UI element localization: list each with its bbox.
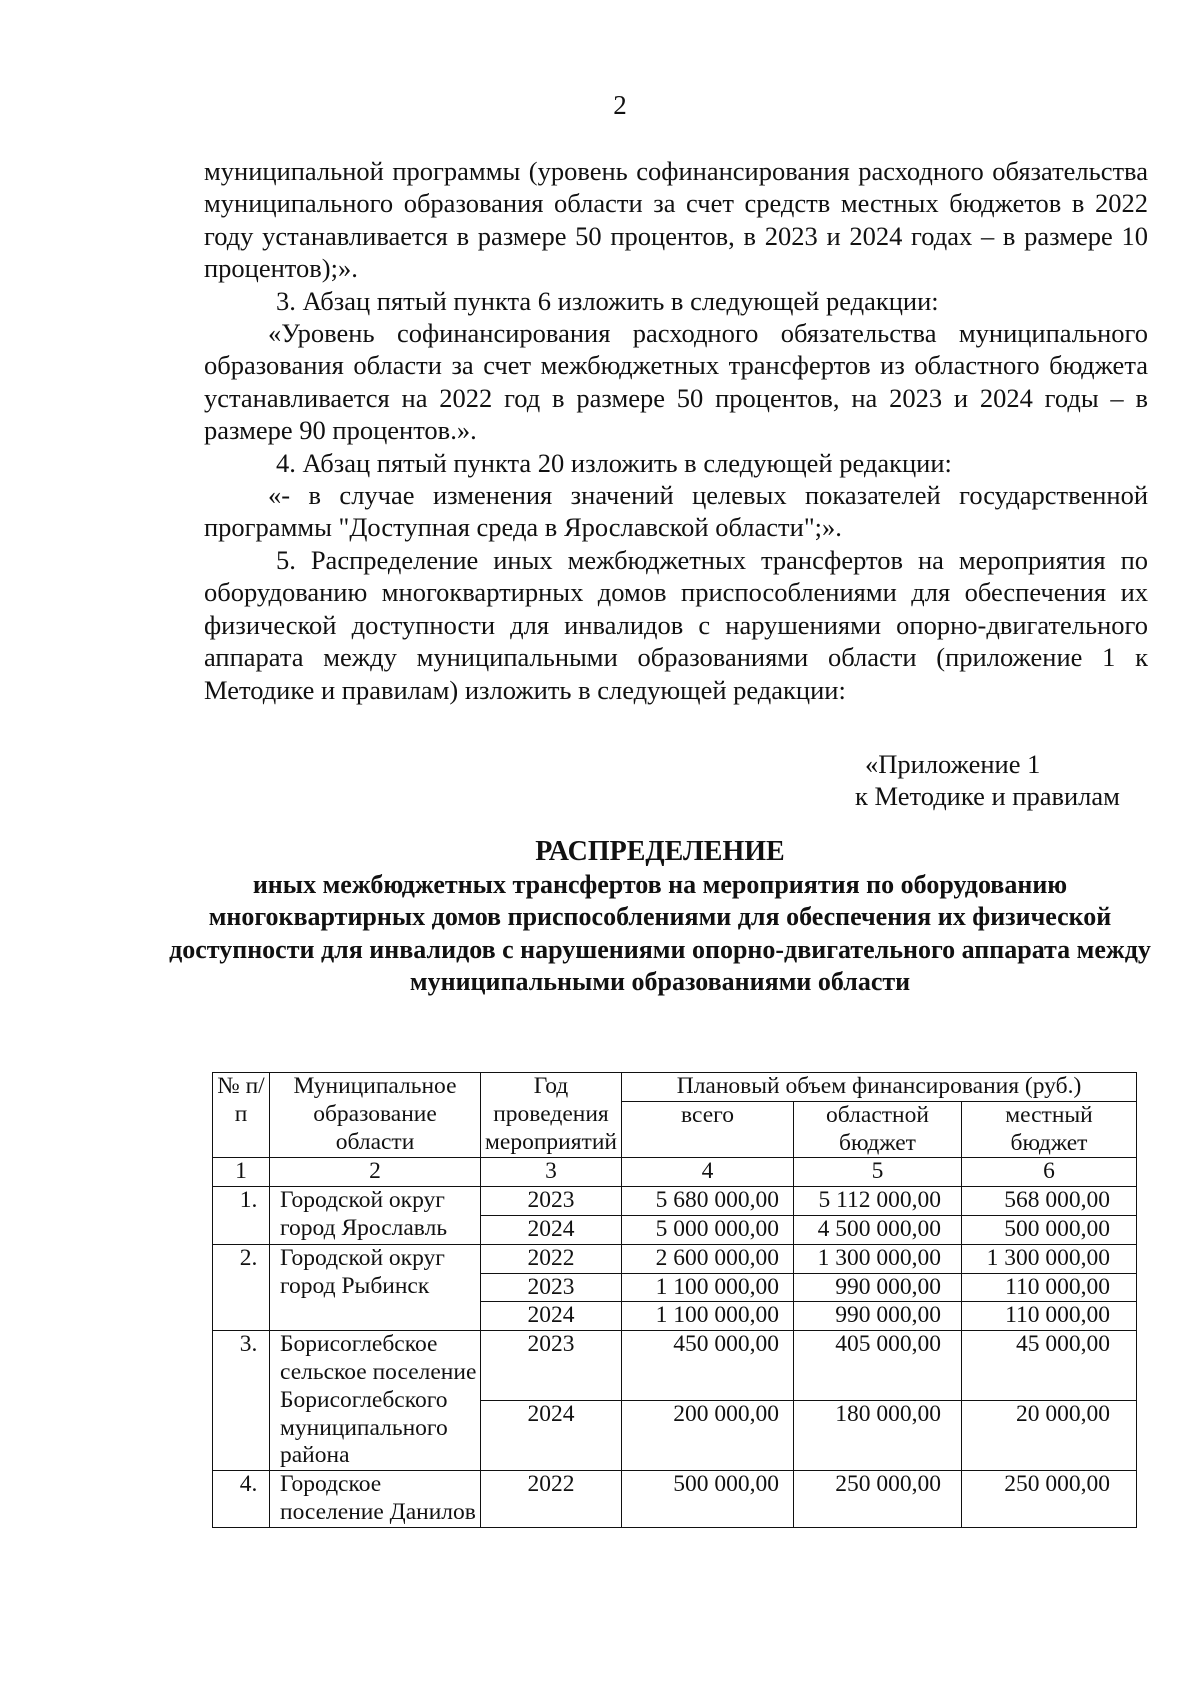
row-number-cell: 4. [213,1471,270,1528]
total-cell: 1 100 000,00 [622,1273,794,1302]
total-cell: 1 100 000,00 [622,1302,794,1331]
header-funding: Плановый объем финансирования (руб.) [622,1073,1137,1102]
table-row [213,1331,1137,1401]
year-cell: 2022 [481,1244,622,1273]
appendix-line-2: к Методике и правилам [855,781,1120,812]
regional-budget-cell: 1 300 000,00 [794,1244,962,1273]
paragraph-continuation: муниципальной программы (уровень софинансирования расходного обязательства муниципального образования области за счет средств местных бюджетов в 2022 году устанавливается в размере 50 процентов, в 2023 и 2024 годах – в размере 10 процентов);». [204,156,1148,284]
total-cell: 5 000 000,00 [622,1215,794,1244]
column-number: 3 [481,1158,622,1187]
local-budget-cell: 568 000,00 [962,1187,1137,1216]
year-cell: 2022 [481,1471,622,1528]
year-cell: 2023 [481,1273,622,1302]
regional-budget-cell: 5 112 000,00 [794,1187,962,1216]
table-row [213,1187,1137,1216]
local-budget-cell: 20 000,00 [962,1401,1137,1471]
heading-subtitle: иных межбюджетных трансфертов на мероприятия по оборудованию многоквартирных домов приспособлениями для обеспечения их физической доступности для инвалидов с нарушениями опорно-двигательного аппарата между муниципальными образованиями области [169,869,1151,996]
table-row [213,1244,1137,1273]
appendix-reference [855,748,1120,813]
regional-budget-cell: 990 000,00 [794,1302,962,1331]
local-budget-cell: 1 300 000,00 [962,1244,1137,1273]
column-number: 1 [213,1158,270,1187]
regional-budget-cell: 990 000,00 [794,1273,962,1302]
heading-title: РАСПРЕДЕЛЕНИЕ [535,836,785,867]
regional-budget-cell: 4 500 000,00 [794,1215,962,1244]
header-year: Год проведения мероприятий [481,1073,622,1158]
local-budget-cell: 110 000,00 [962,1273,1137,1302]
column-number: 6 [962,1158,1137,1187]
column-number: 2 [270,1158,481,1187]
year-cell: 2024 [481,1215,622,1244]
row-number-cell: 2. [213,1244,270,1330]
column-numbers-row [213,1158,1137,1187]
year-cell: 2024 [481,1302,622,1331]
paragraph-quote-3: «Уровень софинансирования расходного обязательства муниципального образования области за счет межбюджетных трансфертов из областного бюджета устанавливается на 2022 год в размере 50 процентов, на 2023 и 2024 годы – в размере 90 процентов.». [204,318,1148,446]
year-cell: 2023 [481,1331,622,1401]
document-heading [160,836,1160,999]
distribution-table [212,1072,1137,1528]
row-number-cell: 1. [213,1187,270,1245]
header-municipality: Муниципальное образование области [270,1073,481,1158]
municipality-cell: Городское поселение Данилов [270,1471,481,1528]
appendix-line-1: «Приложение 1 [865,749,1041,779]
header-num: № п/п [213,1073,270,1158]
header-local: местный бюджет [962,1101,1137,1158]
paragraph-item-3: 3. Абзац пятый пункта 6 изложить в следующей редакции: [276,285,939,316]
header-regional: областной бюджет [794,1101,962,1158]
paragraph-item-5: 5. Распределение иных межбюджетных трансфертов на мероприятия по оборудованию многоквартирных домов приспособлениями для обеспечения их физической доступности для инвалидов с нарушениями опорно-двигательного аппарата между муниципальными образованиями области (приложение 1 к Методике и правилам) изложить в следующей редакции: [204,544,1148,705]
local-budget-cell: 250 000,00 [962,1471,1137,1528]
table-row [213,1471,1137,1528]
year-cell: 2023 [481,1187,622,1216]
total-cell: 5 680 000,00 [622,1187,794,1216]
regional-budget-cell: 405 000,00 [794,1331,962,1401]
year-cell: 2024 [481,1401,622,1471]
local-budget-cell: 110 000,00 [962,1302,1137,1331]
local-budget-cell: 500 000,00 [962,1215,1137,1244]
municipality-cell: Борисоглебское сельское поселение Борисоглебского муниципального района [270,1331,481,1471]
total-cell: 200 000,00 [622,1401,794,1471]
total-cell: 450 000,00 [622,1331,794,1401]
table-header-row-1 [213,1073,1137,1102]
local-budget-cell: 45 000,00 [962,1331,1137,1401]
total-cell: 500 000,00 [622,1471,794,1528]
column-number: 5 [794,1158,962,1187]
paragraph-item-4: 4. Абзац пятый пункта 20 изложить в следующей редакции: [276,447,952,478]
regional-budget-cell: 250 000,00 [794,1471,962,1528]
municipality-cell: Городской округ город Рыбинск [270,1244,481,1330]
body-text [204,155,1148,706]
regional-budget-cell: 180 000,00 [794,1401,962,1471]
table-body [213,1073,1137,1528]
municipality-cell: Городской округ город Ярославль [270,1187,481,1245]
column-number: 4 [622,1158,794,1187]
row-number-cell: 3. [213,1331,270,1471]
page-number: 2 [613,90,627,120]
total-cell: 2 600 000,00 [622,1244,794,1273]
header-total: всего [622,1101,794,1158]
paragraph-quote-4: «- в случае изменения значений целевых показателей государственной программы "Доступная среда в Ярославской области";». [204,480,1148,543]
